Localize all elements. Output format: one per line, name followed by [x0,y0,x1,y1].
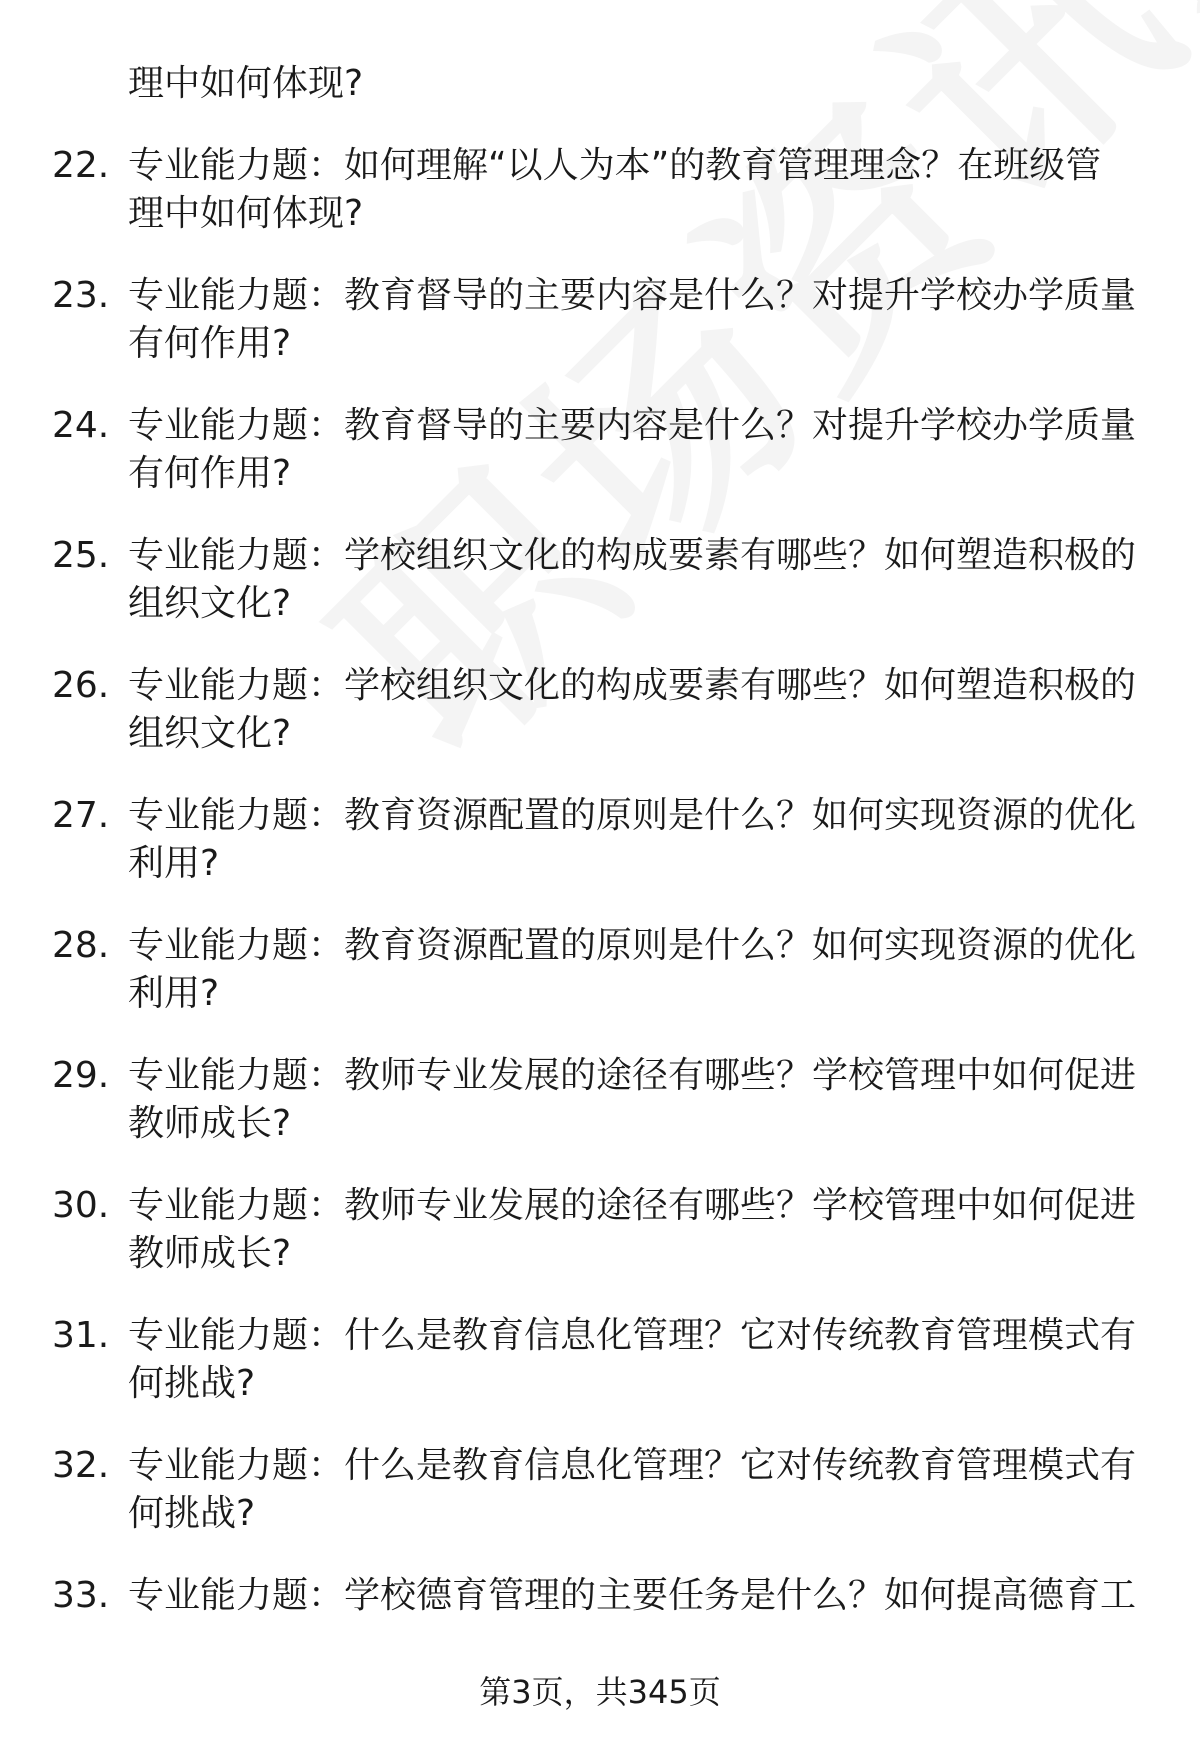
question-text [128,142,1128,238]
question-text-line-1: 专业能力题：教师专业发展的途径有哪些？学校管理中如何促进 [128,1185,1137,1226]
question-number: 33. [52,1575,110,1616]
question-text-line-2: 何挑战? [128,1363,256,1404]
question-29 [0,1052,1200,1148]
question-text [128,922,1137,1018]
question-text-line-2: 教师成长? [128,1103,292,1144]
question-text-line-2: 教师成长? [128,1233,292,1274]
question-23 [0,272,1200,368]
question-number: 30. [52,1185,110,1226]
continuation-line: 理中如何体现? [128,63,364,104]
question-text [128,402,1137,498]
question-text [128,1442,1137,1538]
question-33 [0,1572,1200,1620]
question-text-line-1: 专业能力题：学校组织文化的构成要素有哪些？如何塑造积极的 [128,665,1137,706]
question-text [128,1572,1137,1620]
question-28 [0,922,1200,1018]
question-text-line-1: 专业能力题：学校德育管理的主要任务是什么？如何提高德育工 [128,1575,1137,1616]
question-number: 25. [52,535,110,576]
question-32 [0,1442,1200,1538]
question-24 [0,402,1200,498]
question-text [128,1052,1137,1148]
question-number: 27. [52,795,110,836]
question-text-line-1: 专业能力题：什么是教育信息化管理？它对传统教育管理模式有 [128,1445,1137,1486]
question-number: 23. [52,275,110,316]
question-text-line-1: 专业能力题：教育资源配置的原则是什么？如何实现资源的优化 [128,795,1137,836]
question-list [0,60,1200,1654]
question-text-line-2: 何挑战? [128,1493,256,1534]
question-27 [0,792,1200,888]
question-text [128,1312,1137,1408]
question-text-line-1: 专业能力题：学校组织文化的构成要素有哪些？如何塑造积极的 [128,535,1137,576]
question-25 [0,532,1200,628]
question-number: 26. [52,665,110,706]
question-text-line-1: 专业能力题：教育督导的主要内容是什么？对提升学校办学质量 [128,405,1137,446]
question-text-line-2: 利用? [128,973,220,1014]
question-text-line-2: 有何作用? [128,323,292,364]
page-footer: 第3页，共345页 [479,1673,721,1711]
question-26 [0,662,1200,758]
question-text-line-2: 利用? [128,843,220,884]
question-number: 32. [52,1445,110,1486]
question-text-line-2: 理中如何体现? [128,193,364,234]
question-number: 31. [52,1315,110,1356]
question-text [128,662,1137,758]
question-text [128,1182,1137,1278]
question-number: 28. [52,925,110,966]
question-number: 29. [52,1055,110,1096]
question-text-line-1: 专业能力题：教育资源配置的原则是什么？如何实现资源的优化 [128,925,1137,966]
question-text [128,532,1137,628]
question-text-line-1: 专业能力题：教师专业发展的途径有哪些？学校管理中如何促进 [128,1055,1137,1096]
question-30 [0,1182,1200,1278]
question-text-line-1: 专业能力题：什么是教育信息化管理？它对传统教育管理模式有 [128,1315,1137,1356]
question-text-line-2: 组织文化? [128,713,292,754]
question-text [128,272,1137,368]
question-text-line-1: 专业能力题：如何理解“以人为本”的教育管理理念？在班级管 [128,145,1102,186]
question-31 [0,1312,1200,1408]
question-text-line-2: 组织文化? [128,583,292,624]
question-text-line-1: 专业能力题：教育督导的主要内容是什么？对提升学校办学质量 [128,275,1137,316]
question-22 [0,142,1200,238]
question-number: 24. [52,405,110,446]
question-text-line-2: 有何作用? [128,453,292,494]
question-number: 22. [52,145,110,186]
question-text [128,792,1137,888]
